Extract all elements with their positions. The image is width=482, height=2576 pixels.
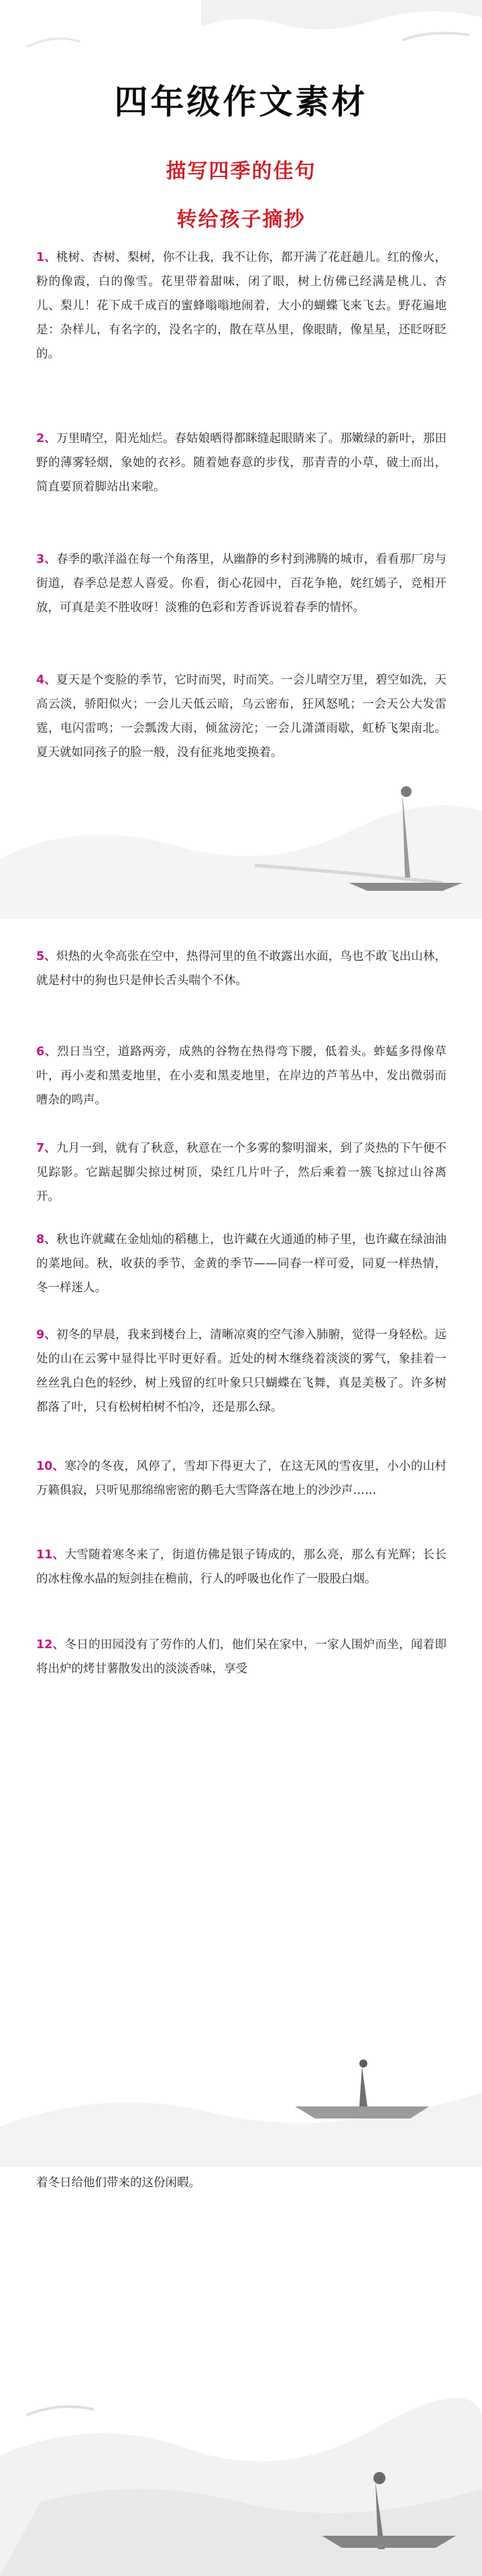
subtitle-seasons: 描写四季的佳句 <box>166 160 316 183</box>
list-item <box>36 668 446 765</box>
item-number: 6、 <box>36 1045 58 1059</box>
item-text: 寒冷的冬夜，风停了，雪却下得更大了，在这无风的雪夜里，小小的山村万籁俱寂，只听见那绵绵密密的鹅毛大雪降落在地上的沙沙声…… <box>36 1460 446 1497</box>
item-number: 3、 <box>36 553 56 566</box>
item-text: 秋也许就藏在金灿灿的稻穗上，也许藏在火通通的柿子里，也许藏在绿油油的菜地间。秋，收获的季节，金黄的季节——同春一样可爱，同夏一样热情，冬一样迷人。 <box>36 1233 446 1295</box>
item-number: 7、 <box>36 1142 56 1155</box>
item-number: 2、 <box>36 432 56 445</box>
list-item <box>36 1543 446 1591</box>
ink-landscape-mid <box>0 765 482 919</box>
list-item <box>36 246 446 366</box>
item-number: 9、 <box>36 1328 56 1342</box>
page-title: 四年级作文素材 <box>114 83 368 121</box>
item-number: 11、 <box>36 1548 65 1562</box>
ink-landscape-boat <box>0 2019 482 2167</box>
list-item <box>36 1040 446 1112</box>
list-item <box>36 547 446 620</box>
item-text: 夏天是个变脸的季节，它时而哭，时而笑。一会儿晴空万里，碧空如洗，天高云淡，骄阳似火；一会儿天低云暗，乌云密布，狂风怒吼；一会天公大发雷霆，电闪雷鸣；一会瓢泼大雨，倾盆滂沱；一会儿潇潇雨歇，虹桥飞架南北。夏天就如同孩子的脸一般，没有征兆地变换着。 <box>36 674 446 759</box>
item-text: 冬日的田园没有了劳作的人们，他们呆在家中，一家人围炉而坐，闻着即将出炉的烤甘薯散发出的淡淡香味，享受 <box>36 1638 446 1676</box>
continued-text: 着冬日给他们带来的这份闲暇。 <box>36 2176 200 2190</box>
item-number: 8、 <box>36 1233 56 1246</box>
item-number: 5、 <box>36 950 56 963</box>
item-number: 12、 <box>36 1638 65 1652</box>
list-item <box>36 1454 446 1503</box>
item-text: 九月一到，就有了秋意，秋意在一个多雾的黎明溜来，到了炎热的下午便不见踪影。它踮起脚尖掠过树顶，染红几片叶子，然后乘着一簇飞掠过山谷离开。 <box>36 1142 446 1203</box>
list-item <box>36 1633 446 1681</box>
list-item <box>36 1323 446 1419</box>
item-text: 初冬的早晨，我来到楼台上，清晰凉爽的空气渗入肺腑，觉得一身轻松。远处的山在云雾中显得比平时更好看。近处的树木继绕着淡淡的雾气，象挂着一丝丝乳白色的轻纱，树上残留的红叶象只只蝴蝶在飞舞，真是美极了。许多树都落了叶，只有松树柏树不怕冷，还是那么绿。 <box>36 1328 446 1414</box>
item-text: 烈日当空，道路两旁，成熟的谷物在热得弯下腰，低着头。蚱蜢多得像草叶，再小麦和黑麦地里，在小麦和黑麦地里，在岸边的芦苇丛中，发出微弱而嘈杂的鸣声。 <box>36 1045 446 1107</box>
list-item <box>36 1136 446 1209</box>
list-item <box>36 945 446 993</box>
item-text: 炽热的火伞高张在空中，热得河里的鱼不敢露出水面，鸟也不敢飞出山林，就是村中的狗也只是伸长舌头喘个不休。 <box>36 950 446 987</box>
item-text: 春季的歌洋溢在每一个角落里，从幽静的乡村到沸腾的城市，看看那厂房与街道，春季总是惹人喜爱。你看，街心花园中，百花争艳，姹红嫣子，竞相开放，可真是美不胜收呀！淡雅的色彩和芳香诉说着春季的情怀。 <box>36 553 446 614</box>
subtitle-share: 转给孩子摘抄 <box>176 208 306 231</box>
ink-landscape-bottom <box>0 2334 482 2576</box>
item-text: 桃树、杏树、梨树，你不让我，我不让你，都开满了花赶趟儿。红的像火，粉的像霞，白的像雪。花里带着甜味，闭了眼，树上仿佛已经满是桃儿、杏儿、梨儿！花下成千成百的蜜蜂嗡嗡地闹着，大小的蝴蝶飞来飞去。野花遍地是：杂样儿，有名字的，没名字的，散在草丛里，像眼睛，像星星，还眨呀眨的。 <box>36 251 446 361</box>
item-number: 4、 <box>36 674 56 687</box>
list-item <box>36 427 446 499</box>
item-text: 大雪随着寒冬来了，街道仿佛是银子铸成的，那么亮，那么有光辉；长长的冰柱像水晶的短剑挂在檐前，行人的呼吸也化作了一股股白烟。 <box>36 1548 446 1586</box>
list-item <box>36 1228 446 1300</box>
item-text: 万里晴空，阳光灿烂。春姑娘晒得都眯缝起眼睛来了。那嫩绿的新叶，那田野的薄雾轻烟，象她的衣衫。随着她春意的步伐，那青青的小草，破土而出，简直要顶着脚站出来啦。 <box>36 432 446 494</box>
ink-landscape-top <box>0 0 482 74</box>
item-number: 10、 <box>36 1460 65 1473</box>
item-number: 1、 <box>36 251 56 264</box>
